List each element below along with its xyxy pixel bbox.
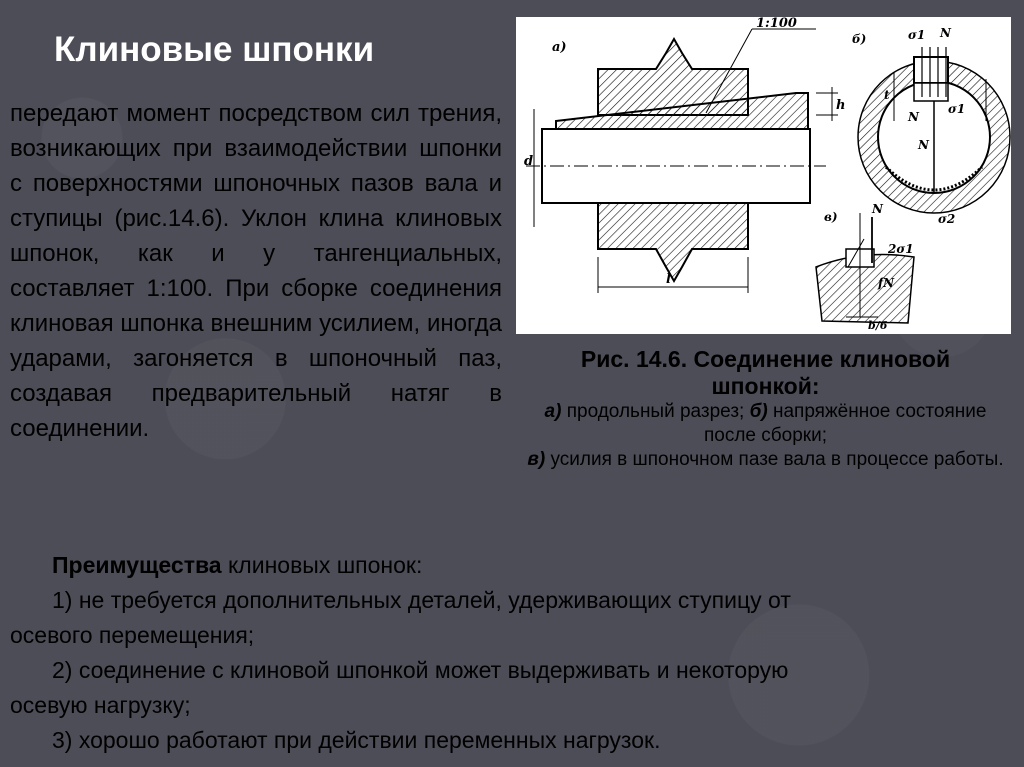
caption-v-label: в) (527, 449, 546, 470)
label-t: t (884, 88, 890, 102)
advantage-item-2-line-1: 2) соединение с клиновой шпонкой может выдерживать и некоторую (52, 657, 789, 683)
label-v: в) (824, 210, 838, 224)
label-l: l (666, 272, 671, 287)
advantage-item-1-line-1: 1) не требуется дополнительных деталей, удерживающих ступицу от (52, 587, 791, 613)
label-two-sigma1: 2σ1 (888, 242, 914, 256)
label-b6: b/6 (868, 319, 888, 332)
label-slope: 1:100 (756, 17, 797, 31)
caption-body (518, 400, 1013, 472)
label-sigma1-side: σ1 (948, 102, 966, 116)
keyed-joint-drawing (516, 17, 1011, 334)
caption-b-label: б) (749, 401, 768, 422)
label-a: а) (552, 40, 567, 55)
label-sigma1-top: σ1 (908, 28, 926, 42)
advantages-heading-bold: Преимущества (52, 552, 222, 578)
label-n-top: N (940, 26, 951, 40)
label-h: h (836, 98, 846, 113)
figure-caption (518, 346, 1013, 472)
caption-v-text: усилия в шпоночном пазе вала в процессе работы. (545, 449, 1004, 470)
caption-title-line-2: шпонкой: (711, 373, 820, 399)
label-d: d (524, 154, 534, 169)
caption-b-text: напряжённое состояние после сборки; (703, 401, 987, 446)
label-sigma2: σ2 (938, 212, 956, 226)
label-n-center: N (918, 138, 929, 152)
advantage-item-1-line-2: осевого перемещения; (10, 622, 255, 648)
caption-title-line-1: Рис. 14.6. Соединение клиновой (580, 346, 951, 372)
label-n-force: N (872, 202, 883, 216)
slide-title: Клиновые шпонки (54, 30, 375, 69)
advantage-item-3: 3) хорошо работают при действии переменных нагрузок. (52, 727, 661, 753)
advantages-list (10, 548, 1010, 758)
caption-a-text: продольный разрез; (561, 401, 750, 422)
keyway-forces-view (816, 202, 914, 332)
figure-14-6 (516, 17, 1011, 334)
label-fn: fN (878, 276, 895, 290)
advantages-heading (10, 548, 1010, 583)
advantages-heading-rest: клиновых шпонок: (221, 552, 423, 578)
label-b: б) (852, 32, 867, 46)
caption-a-label: а) (544, 401, 562, 422)
stress-state-view (852, 26, 1010, 226)
description-paragraph: передают момент посредством сил трения, возникающих при взаимодействии шпонки с поверхностями шпоночных пазов вала и ступицы (рис.14.6). Уклон клина клиновых шпонок, как и у тангенциальных, составляет 1:100. При сборке соединения клиновая шпонка внешним усилием, иногда ударами, загоняется в шпоночный паз, создавая предварительный натяг в соединении. (10, 100, 502, 442)
advantage-item-2-line-2: осевую нагрузку; (10, 692, 191, 718)
label-n-left: N (908, 110, 919, 124)
longitudinal-section-view (524, 17, 845, 293)
